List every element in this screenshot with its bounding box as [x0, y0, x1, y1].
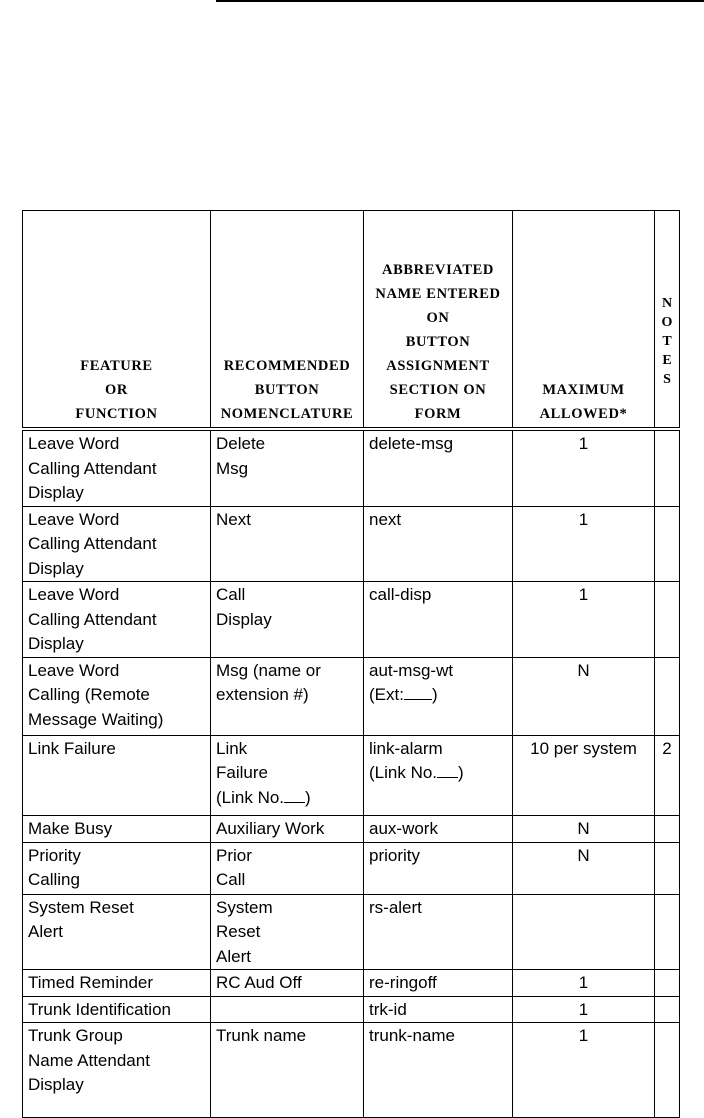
- notes-cell: [655, 842, 680, 894]
- table-row: [23, 657, 680, 735]
- table-row: [23, 970, 680, 997]
- feature-line: Message Waiting): [28, 709, 164, 729]
- button-nomenclature-line: [216, 998, 359, 1023]
- header-line: BUTTON: [254, 382, 320, 398]
- feature-line: Leave Word: [28, 585, 120, 604]
- header-row: [23, 211, 680, 430]
- button-nomenclature-cell: [211, 970, 364, 997]
- maximum-allowed-cell: N: [513, 815, 655, 842]
- header-line: O: [661, 314, 673, 330]
- abbreviated-name-line: trunk-name: [369, 1026, 455, 1045]
- abbreviated-name-line: rs-alert: [369, 897, 422, 917]
- button-nomenclature-cell: [211, 815, 364, 842]
- feature-line: Display: [28, 634, 84, 653]
- abbreviated-name-line: next: [369, 509, 402, 529]
- button-nomenclature-line: Alert: [216, 946, 251, 966]
- abbreviated-name-line: call-disp: [369, 585, 432, 604]
- button-nomenclature-cell: [211, 582, 364, 658]
- button-nomenclature-line: Link: [216, 738, 248, 758]
- feature-line: Calling Attendant: [28, 534, 157, 553]
- feature-cell: [23, 657, 211, 735]
- notes-cell: [655, 996, 680, 1023]
- feature-line: Alert: [28, 922, 63, 941]
- header-line: NAME ENTERED: [375, 286, 501, 302]
- button-nomenclature-line: Delete: [216, 434, 266, 453]
- header-line: OR: [105, 382, 128, 398]
- header-line: FORM: [414, 406, 462, 422]
- feature-cell: [23, 582, 211, 658]
- feature-line: Calling Attendant: [28, 609, 157, 629]
- button-nomenclature-line: Call: [216, 870, 246, 889]
- button-nomenclature-line: extension #): [216, 685, 309, 704]
- button-nomenclature-cell: [211, 996, 364, 1023]
- table-row: [23, 506, 680, 582]
- abbreviated-name-line: link-alarm: [369, 738, 443, 758]
- button-nomenclature-cell: [211, 506, 364, 582]
- feature-cell: [23, 815, 211, 842]
- header-line: ALLOWED*: [539, 406, 628, 422]
- button-nomenclature-cell: [211, 657, 364, 735]
- abbreviated-name-line: trk-id: [369, 999, 407, 1019]
- feature-line: Leave Word: [28, 434, 120, 453]
- header-feature: [23, 211, 211, 430]
- feature-line: Leave Word: [28, 660, 120, 680]
- button-nomenclature-cell: [211, 735, 364, 815]
- notes-cell: [655, 506, 680, 582]
- feature-cell: [23, 506, 211, 582]
- notes-cell: 2: [655, 735, 680, 815]
- abbreviated-name-cell: [364, 894, 513, 970]
- maximum-allowed-cell: 1: [513, 996, 655, 1023]
- feature-cell: [23, 842, 211, 894]
- feature-line: Display: [28, 1075, 84, 1094]
- header-line: ASSIGNMENT: [386, 358, 490, 374]
- header-line: FEATURE: [80, 358, 153, 374]
- table-row: [23, 1023, 680, 1118]
- maximum-allowed-cell: 1: [513, 1023, 655, 1118]
- abbreviated-name-line: aut-msg-wt: [369, 660, 454, 680]
- feature-line: Link Failure: [28, 738, 116, 758]
- button-nomenclature-line: Failure: [216, 763, 268, 782]
- notes-cell: [655, 657, 680, 735]
- maximum-allowed-cell: 1: [513, 506, 655, 582]
- button-nomenclature-line: RC Aud Off: [216, 973, 302, 992]
- header-line: NOMENCLATURE: [220, 406, 354, 422]
- notes-cell: [655, 815, 680, 842]
- button-nomenclature-line: (Link No. ): [216, 787, 311, 807]
- header-line: RECOMMENDED: [223, 358, 351, 374]
- table-row: [23, 429, 680, 506]
- header-maximum-allowed: [513, 211, 655, 430]
- table-row: [23, 735, 680, 815]
- feature-line: Calling Attendant: [28, 458, 157, 478]
- abbreviated-name-line: (Ext: ): [369, 685, 438, 704]
- maximum-allowed-cell: 1: [513, 582, 655, 658]
- button-nomenclature-line: Display: [216, 609, 272, 629]
- feature-line: Leave Word: [28, 509, 120, 529]
- top-rule: [216, 0, 704, 2]
- abbreviated-name-cell: [364, 1023, 513, 1118]
- header-abbreviated-name: [364, 211, 513, 430]
- button-nomenclature-line: Trunk name: [216, 1026, 307, 1045]
- button-nomenclature-cell: [211, 1023, 364, 1118]
- table-row: [23, 842, 680, 894]
- header-line: BUTTON: [405, 334, 471, 350]
- abbreviated-name-cell: [364, 506, 513, 582]
- abbreviated-name-cell: [364, 735, 513, 815]
- notes-cell: [655, 429, 680, 506]
- table-row: [23, 996, 680, 1023]
- maximum-allowed-cell: [513, 894, 655, 970]
- button-nomenclature-line: Next: [216, 509, 251, 529]
- header-line: MAXIMUM: [542, 382, 625, 398]
- abbreviated-name-line: delete-msg: [369, 434, 454, 453]
- button-nomenclature-line: Call: [216, 585, 246, 604]
- header-button-nomenclature: [211, 211, 364, 430]
- feature-line: Display: [28, 483, 84, 502]
- abbreviated-name-cell: [364, 815, 513, 842]
- feature-cell: [23, 735, 211, 815]
- feature-line: Trunk Group: [28, 1026, 123, 1045]
- abbreviated-name-cell: [364, 842, 513, 894]
- abbreviated-name-line: priority: [369, 845, 421, 865]
- header-line: T: [662, 333, 672, 349]
- notes-cell: [655, 894, 680, 970]
- table-row: [23, 582, 680, 658]
- button-nomenclature-line: System: [216, 897, 273, 917]
- button-nomenclature-line: Auxiliary Work: [216, 818, 325, 838]
- feature-cell: [23, 996, 211, 1023]
- table-body: [23, 429, 680, 1118]
- header-line: FUNCTION: [75, 406, 158, 422]
- feature-line: Name Attendant: [28, 1050, 150, 1070]
- maximum-allowed-cell: 10 per system: [513, 735, 655, 815]
- table-row: [23, 815, 680, 842]
- abbreviated-name-line: aux-work: [369, 818, 438, 838]
- button-nomenclature-line: Msg: [216, 458, 249, 478]
- header-line: ON: [426, 310, 450, 326]
- abbreviated-name-cell: [364, 996, 513, 1023]
- button-nomenclature-line: Reset: [216, 922, 261, 941]
- fill-in-blank: [404, 685, 432, 700]
- feature-line: Timed Reminder: [28, 973, 154, 992]
- feature-line: Calling: [28, 870, 80, 889]
- feature-cell: [23, 429, 211, 506]
- feature-line: System Reset: [28, 897, 134, 917]
- maximum-allowed-cell: 1: [513, 429, 655, 506]
- notes-cell: [655, 970, 680, 997]
- feature-cell: [23, 970, 211, 997]
- feature-line: Trunk Identification: [28, 999, 171, 1019]
- feature-line: Display: [28, 558, 84, 578]
- header-line: E: [662, 352, 672, 368]
- feature-line: Calling (Remote: [28, 685, 150, 704]
- abbreviated-name-cell: [364, 970, 513, 997]
- abbreviated-name-cell: [364, 429, 513, 506]
- maximum-allowed-cell: N: [513, 657, 655, 735]
- header-notes: [655, 211, 680, 430]
- table-row: [23, 894, 680, 970]
- abbreviated-name-line: re-ringoff: [369, 973, 437, 992]
- feature-cell: [23, 1023, 211, 1118]
- button-nomenclature-cell: [211, 842, 364, 894]
- header-line: SECTION ON: [389, 382, 487, 398]
- button-assignment-table-container: [22, 210, 680, 1118]
- maximum-allowed-cell: 1: [513, 970, 655, 997]
- maximum-allowed-cell: N: [513, 842, 655, 894]
- button-nomenclature-line: Msg (name or: [216, 660, 321, 680]
- abbreviated-name-cell: [364, 582, 513, 658]
- feature-line: Priority: [28, 845, 81, 865]
- feature-line: Make Busy: [28, 818, 113, 838]
- button-nomenclature-line: Prior: [216, 845, 252, 865]
- feature-cell: [23, 894, 211, 970]
- header-line: N: [661, 295, 673, 311]
- notes-cell: [655, 1023, 680, 1118]
- abbreviated-name-cell: [364, 657, 513, 735]
- fill-in-blank: [284, 788, 305, 803]
- abbreviated-name-line: (Link No. ): [369, 763, 464, 782]
- header-line: ABBREVIATED: [382, 262, 494, 278]
- fill-in-blank: [437, 763, 458, 778]
- header-line: S: [663, 371, 671, 387]
- button-nomenclature-cell: [211, 894, 364, 970]
- button-nomenclature-cell: [211, 429, 364, 506]
- button-assignment-table: [22, 210, 680, 1118]
- notes-cell: [655, 582, 680, 658]
